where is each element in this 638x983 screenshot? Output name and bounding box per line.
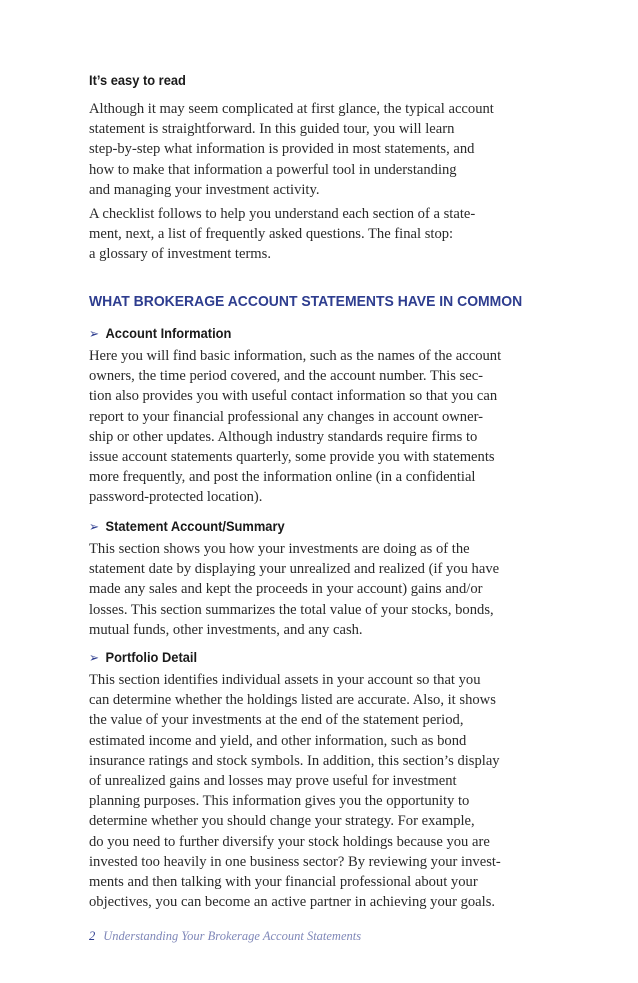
paragraph-line: tion also provides you with useful contact information so that you can	[89, 388, 498, 405]
paragraph-line: can determine whether the holdings listed are accurate. Also, it shows	[89, 692, 496, 709]
subsection-heading	[89, 649, 521, 666]
subsection-statement-summary	[89, 518, 559, 640]
paragraph-line: This section identifies individual assets in your account so that you	[89, 672, 481, 688]
paragraph-line: the value of your investments at the end of the statement period,	[89, 712, 464, 729]
section-title-block	[89, 293, 559, 310]
intro-heading: It’s easy to read	[89, 72, 186, 88]
paragraph-line: estimated income and yield, and other information, such as bond	[89, 732, 467, 749]
paragraph-line: statement date by displaying your unrealized and realized (if you have	[89, 561, 500, 578]
paragraph-line: A checklist follows to help you understand each section of a state-	[89, 206, 476, 222]
paragraph-line: objectives, you can become an active partner in achieving your goals.	[89, 894, 496, 911]
subsection-heading	[89, 325, 521, 342]
paragraph-line: mutual funds, other investments, and any cash.	[89, 621, 363, 638]
paragraph-line: planning purposes. This information gives you the opportunity to	[89, 793, 470, 810]
subsection-heading-label: Statement Account/Summary	[105, 518, 285, 534]
paragraph-line: step-by-step what information is provided in most statements, and	[89, 141, 475, 158]
paragraph-line: made any sales and kept the proceeds in your account) gains and/or	[89, 581, 483, 598]
paragraph-line: password-protected location).	[89, 489, 263, 506]
subsection-portfolio-detail	[89, 649, 559, 912]
intro-heading-block	[89, 72, 559, 88]
paragraph-line: owners, the time period covered, and the account number. This sec-	[89, 368, 484, 385]
paragraph-line: Here you will find basic information, such as the names of the account	[89, 348, 502, 364]
paragraph-line: statement is straightforward. In this guided tour, you will learn	[89, 121, 455, 138]
subsection-body	[89, 670, 559, 912]
arrow-bullet-icon: ➢	[89, 651, 100, 666]
subsection-heading-label: Portfolio Detail	[105, 649, 198, 665]
paragraph-line: of unrealized gains and losses may prove useful for investment	[89, 773, 457, 790]
section-title: WHAT BROKERAGE ACCOUNT STATEMENTS HAVE IN COMMON	[89, 293, 523, 310]
paragraph-line: This section shows you how your investments are doing as of the	[89, 541, 470, 557]
arrow-bullet-icon: ➢	[89, 520, 100, 535]
arrow-bullet-icon: ➢	[89, 327, 100, 342]
paragraph-line: ship or other updates. Although industry standards require firms to	[89, 428, 478, 445]
paragraph-line: ment, next, a list of frequently asked questions. The final stop:	[89, 226, 454, 243]
intro-paragraph-1	[89, 99, 559, 200]
paragraph-line: Although it may seem complicated at first glance, the typical account	[89, 101, 494, 117]
running-footer-title: Understanding Your Brokerage Account Statements	[103, 929, 362, 943]
page-number: 2	[89, 929, 96, 943]
paragraph-line: and managing your investment activity.	[89, 181, 320, 198]
paragraph-line: how to make that information a powerful tool in understanding	[89, 161, 457, 178]
intro-paragraph-2	[89, 204, 559, 265]
subsection-account-information	[89, 325, 559, 508]
paragraph-line: ments and then talking with your financial professional about your	[89, 874, 478, 891]
paragraph-line: insurance ratings and stock symbols. In addition, this section’s display	[89, 752, 500, 769]
subsection-heading-label: Account Information	[105, 325, 232, 341]
paragraph-line: report to your financial professional any changes in account owner-	[89, 408, 484, 425]
paragraph-line: do you need to further diversify your stock holdings because you are	[89, 833, 490, 850]
paragraph-line: issue account statements quarterly, some provide you with statements	[89, 449, 495, 466]
paragraph-line: determine whether you should change your strategy. For example,	[89, 813, 475, 830]
paragraph-line: invested too heavily in one business sector? By reviewing your invest-	[89, 853, 501, 870]
paragraph-line: more frequently, and post the information online (in a confidential	[89, 469, 476, 486]
paragraph-line: a glossary of investment terms.	[89, 246, 271, 263]
subsection-heading	[89, 518, 521, 535]
page-footer	[89, 929, 361, 944]
subsection-body	[89, 539, 559, 640]
subsection-body	[89, 346, 559, 508]
paragraph-line: losses. This section summarizes the total value of your stocks, bonds,	[89, 601, 494, 618]
